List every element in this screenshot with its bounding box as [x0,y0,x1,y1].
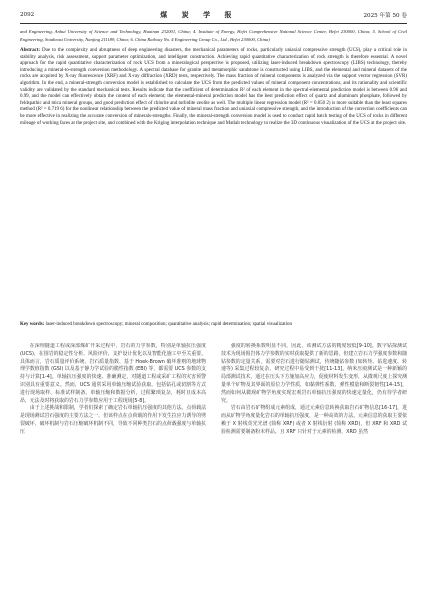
volume-info: 2025 年第 50 卷 [363,13,407,19]
keywords [20,322,407,329]
body-paragraph: 由于上述挑战和限制，学者们探索了确定岩石单轴抗压强度的其他方法。点荷载法是现场测试岩石强度的主要方法之一，但该样点在点荷载的作用下发生拉应力诱导的劈裂破坏，破坏机制与岩石压缩破坏机制不同，导致不同种类岩石的点荷载强度与单轴抗压 [20,405,206,435]
abstract-text: Due to the complexity and abruptness of deep engineering disasters, the mechanical parameters of rocks, particularly uniaxial compressive strength (UCS), play a critical role in stability analysis, risk assessment, support parameter optimization, and intelligent construction. Achieving rapid quantitative characterization of rock strength is therefore essential. A novel approach for the rapid quantitative characterization of rock UCS from a mineralogical perspective is proposed, utilizing laser-induced breakdown spectroscopy (LIBS) technology, thereby introducing a mineral-to-strength conversion methodology. A spectral database for granite and metamorphic sandstone is constructed using LIBS, and the elemental and mineral datasets of the rocks are acquired by X-ray fluorescence (XRF) and X-ray diffraction (XRD) tests, respectively. The mass fraction of mineral components is analyzed via the support vector regression (SVR) algorithm. In the end, a mineral-strength conversion model is established to calculate the UCS from the predicted values of mineral component concentrations, and its rationality and scientific validity are validated by the standard mechanical tests. Results indicate that the coefficient of determination R² of each element in the spectral-elemental prediction model is between 0.96 and 0.99, and the model can effectively obtain the content of each element; the elemental-mineral prediction model has the best prediction effect of quartz and aluminum phosphate, followed by feldspathic and mica mineral groups, and good prediction effect of chlorite and turbidite zeolite as well. The multiple linear regression model (R² = 0.850 2) is more suitable than the least squares method (R² = 0.719 6) for the nonlinear relationship between the predicted value of mineral mass fraction and uniaxial compressive strength, and the introduction of the correction coefficients can be more effective in realizing the accurate conversion of minerals-strengths. Finally, the mineral-strength conversion model is used to conduct rapid batch testing of the UCS of rocks in different mileage of working faces at the project site, and combined with the Kriging interpolation technique and Matlab technology to realize the 3D continuous visualization of the UCS at the project site. [20,48,407,126]
abstract-label: Abstract: [20,48,41,53]
keywords-text: laser-induced breakdown spectroscopy; mineral composition; quantitative analysis; rapid determination; spatial visualization [45,322,292,327]
body-left-column [20,343,206,595]
page-number: 2092 [20,12,35,18]
abstract [20,48,407,127]
header-rule [20,23,407,24]
journal-name: 煤 炭 学 报 [160,10,238,19]
body-paragraph: 岩石由岩石矿物组成元素组成，通过元素信息转换获取岩石矿物信息[16-17]，进而从矿物学角度量化岩石的单轴抗压强度，是一种高效的方法。元素信息的获取主要依赖于 X 射线荧光光谱 (简称 XRF) 或者 X 射线衍射 (简称 XRD)，但 XRF 和 XRD 试验检测需要制备粉末样品。且 XRF 只针对于元素的检测，XRD 虽然 [221,405,407,435]
keywords-label: Key words: [20,322,45,327]
body-right-column [221,343,407,595]
affiliations: and Engineering, Anhui University of Science and Technology, Huainan 232001, China; 4. Institute of Energy, Hefei Comprehensive National Science Center, Hefei 230000, China; 5. School of Civil Engineering, Southeast University, Nanjing 211189, China; 6. China Railway No. 4 Engineering Group Co., Ltd., Hefei 230000, China) [20,29,407,42]
body-paragraph: 在深埋隧道工程或深部煤矿开采过程中，岩石的力学参数，特别是单轴抗压强度 (UCS)，在围岩的稳定性分析、风险评价、支护设计优化以及智能化施工中至关重要。具体而言，岩石质量评价系统、岩石质量指数、基于 Hoek-Brown 破坏准则的地球物理学数值指数 (GSI) 以及基于静力学试验的脆性指数 (EBI) 等，都需要 UCS 参数的支持与计算[1-4]。单轴抗压强度的快速、准确测定，对隧道工程或采矿工程的灾害预警识别具有重要意义。然而，UCS 通常采用单轴压缩试验获取，包括钻孔或切割等方式进行现场取样、标准试样制备、单轴压缩和数据分析，过程繁琐复杂，耗时且成本高昂，无法及时将获取的岩石力学参数应用于工程现场[5-8]。 [20,343,206,404]
running-header [20,8,407,22]
body-paragraph: 强度的转换系数明显不同，因此，该测试方法的精度较低[9-10]。数字钻探测试技术为现场围岩体力学参数的实时获取提供了新的思路，但建立岩石力学强度参数和随钻参数的定量关系，需要对岩石进行随钻测试，传统随钻参数 (如转矩、钻进速度、转速等) 采集过程较复杂、研究过程中易受到干扰[11-13]。纳米压痕测试是一种新颖的局部测试技术，通过在压头下方施加高应力，促使材料发生变形，从微观尺度上探究测量单个矿物及其界面的原位力学性质，如黏弹性系数、弹性模量和断裂韧性[14-15]。然而如何从微观矿物学角度实现宏观岩石单轴抗压强度的快速定量化，仍有待学者研究。 [221,343,407,404]
